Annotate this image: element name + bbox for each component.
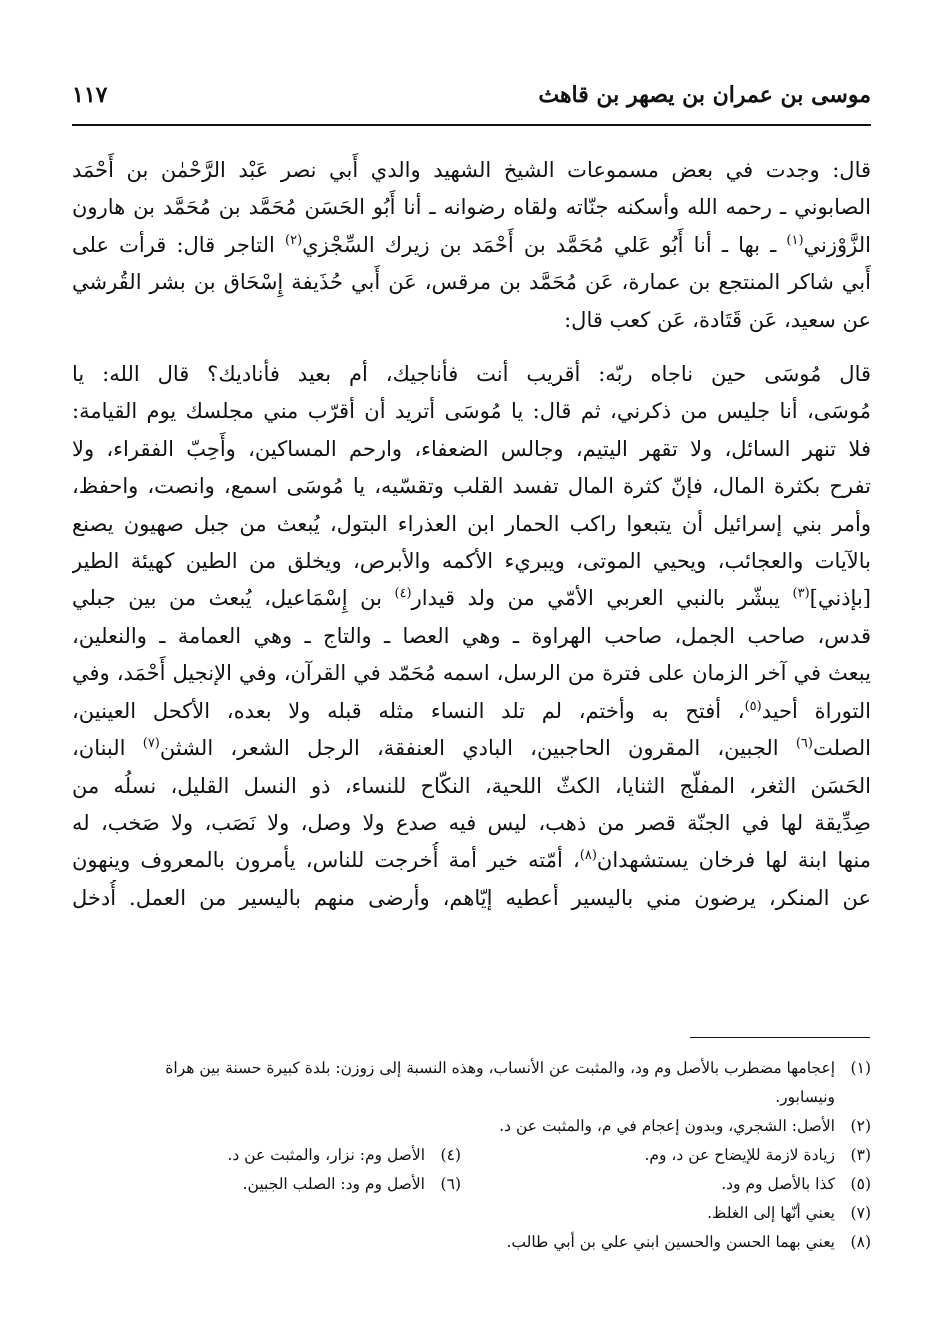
footnote-number: (٣) bbox=[850, 1146, 871, 1164]
footnote-ref[interactable]: (٥) bbox=[744, 698, 762, 714]
text-line: أَبي شاكر المنتجع بن عمارة، عَن مُحَمَّد بن مرقس، عَن أَبي حُذَيفة إِسْحَاق بن بشر القُرشي bbox=[72, 270, 871, 295]
text-line: عن سعيد، عَن قَتَادة، عَن كعب قال: bbox=[564, 307, 871, 332]
text-segment: الزَّوْزني bbox=[803, 232, 871, 257]
footnote-number: (٢) bbox=[850, 1117, 871, 1135]
text-line bbox=[72, 730, 871, 767]
footnote-text: الأصل وم ود: الصلب الجبين. bbox=[242, 1175, 425, 1193]
footnote-number: (٨) bbox=[850, 1233, 871, 1251]
text-segment: الجبين، المقرون الحاجبين، البادي العنفقة، الرجل الشعر، الشثن bbox=[159, 736, 796, 761]
text-line: صِدِّيقة لها في الجنّة قصر من ذهب، ليس فيه صدع ولا وصل، ولا نَصَب، ولا صَخب، له bbox=[72, 810, 871, 835]
text-line: وأمر بني إسرائيل أن يتبعوا راكب الحمار ابن العذراء البتول، يُبعث من جبل صهيون يصنع bbox=[72, 511, 871, 536]
text-line bbox=[72, 227, 871, 264]
text-segment: [بإذني] bbox=[809, 586, 871, 611]
paragraph-isnad bbox=[72, 152, 871, 339]
text-line: فلا تنهر السائل، ولا تقهر اليتيم، وجالس الضعفاء، وارحم المساكين، وأَحِبّ الفقراء، ولا bbox=[72, 436, 871, 461]
header-rule bbox=[72, 124, 871, 126]
text-line: قال مُوسَى حين ناجاه ربّه: أقريب أنت فأناجيك، أم بعيد فأناديك؟ قال الله: يا bbox=[72, 362, 871, 387]
text-segment: بن إِسْمَاعيل، يُبعث من بين جبلي bbox=[72, 586, 395, 611]
footnote-row bbox=[72, 1141, 871, 1170]
main-text bbox=[72, 152, 871, 917]
footnotes bbox=[72, 1054, 871, 1257]
footnote-text: الأصل: الشجري، وبدون إعجام في م، والمثبت عن د. bbox=[499, 1117, 835, 1135]
text-line bbox=[72, 842, 871, 879]
footnote-ref[interactable]: (٨) bbox=[579, 848, 597, 864]
footnote-number: (٧) bbox=[850, 1204, 871, 1222]
footnote-ref[interactable]: (١) bbox=[786, 232, 804, 248]
text-segment: البنان، bbox=[72, 736, 143, 761]
footnote-text: يعني أنّها إلى الغلظ. bbox=[707, 1204, 835, 1222]
text-segment: التاجر قال: قرأت على bbox=[72, 232, 285, 257]
footnote-ref[interactable]: (٦) bbox=[795, 736, 813, 752]
footnote-row bbox=[72, 1170, 871, 1199]
text-segment: يبشّر بالنبي العربي الأمّي من ولد قيدار bbox=[411, 586, 793, 611]
text-segment: التوراة أحيد bbox=[761, 698, 871, 723]
footnote-7 bbox=[72, 1199, 871, 1228]
text-line bbox=[72, 693, 871, 730]
text-line: الصابوني ـ رحمه الله وأسكنه جنّاته ولقاه رضوانه ـ أنا أَبُو الحَسَن مُحَمَّد بن مُحَمَّد بن هارون bbox=[72, 195, 871, 220]
text-line: تفرح بكثرة المال، فإنّ كثرة المال تفسد القلب وتقسّيه، يا مُوسَى اسمع، وانصت، واحفظ، bbox=[72, 474, 871, 499]
text-segment: منها ابنة لها فرخان يستشهدان bbox=[596, 848, 871, 873]
text-segment: ، أفتح به وأختم، لم تلد النساء مثله قبله ولا بعده، الأكحل العينين، bbox=[72, 698, 745, 723]
text-line: قال: وجدت في بعض مسموعات الشيخ الشهيد والدي أَبي نصر عَبْد الرَّحْمٰن بن أَحْمَد bbox=[72, 158, 871, 182]
text-segment: الصلت bbox=[812, 736, 871, 761]
page-number: ١١٧ bbox=[72, 82, 108, 108]
footnote-text: زيادة لازمة للإيضاح عن د، وم. bbox=[644, 1146, 835, 1164]
page-header bbox=[72, 78, 871, 118]
header-title: موسى بن عمران بن يصهر بن قاهث bbox=[538, 82, 871, 108]
footnote-5 bbox=[461, 1170, 871, 1199]
text-line bbox=[72, 580, 871, 617]
footnote-text: الأصل وم: نزار، والمثبت عن د. bbox=[227, 1146, 425, 1164]
text-line: قدس، صاحب الجمل، صاحب الهراوة ـ وهي العصا ـ والتاج ـ وهي العمامة ـ والنعلين، bbox=[72, 623, 871, 648]
footnote-separator bbox=[690, 1037, 870, 1038]
footnote-8 bbox=[72, 1228, 871, 1257]
footnote-ref[interactable]: (٤) bbox=[394, 586, 412, 602]
text-segment: ـ بها ـ أنا أَبُو عَلي مُحَمَّد بن أَحْمَد بن زيرك السِّجْزي bbox=[302, 232, 787, 257]
footnote-text: إعجامها مضطرب بالأصل وم ود، والمثبت عن الأنساب، وهذه النسبة إلى زوزن: بلدة كبيرة حسنة بين هراة bbox=[165, 1059, 835, 1077]
footnote-number: (٥) bbox=[850, 1175, 871, 1193]
text-line: بالآيات والعجائب، ويحيي الموتى، ويبريء الأكمه والأبرص، ويخلق من الطين كهيئة الطير bbox=[72, 549, 871, 574]
footnote-1-continuation: ونيسابور. bbox=[775, 1088, 835, 1106]
footnote-3 bbox=[461, 1141, 871, 1170]
footnote-number: (٤) bbox=[440, 1146, 461, 1164]
paragraph-matn bbox=[72, 356, 871, 917]
text-segment: ، أمّته خير أمة أُخرجت للناس، يأمرون بالمعروف وينهون bbox=[72, 848, 580, 873]
text-line: مُوسَى، أنا جليس من ذكرني، ثم قال: يا مُوسَى أتريد أن أقرّب مني مجلسك يوم القيامة: bbox=[72, 399, 871, 424]
footnote-text: كذا بالأصل وم ود. bbox=[721, 1175, 835, 1193]
footnote-ref[interactable]: (٣) bbox=[792, 586, 810, 602]
text-line: عن المنكر، يرضون مني باليسير أعطيه إيّاهم، وأرضى منهم باليسير من العمل. أُدخل bbox=[72, 885, 871, 910]
text-line: يبعث في آخر الزمان على فترة من الرسل، اسمه مُحَمّد في القرآن، وفي الإنجيل أَحْمَد، وفي bbox=[72, 661, 871, 686]
footnote-ref[interactable]: (٢) bbox=[285, 232, 303, 248]
text-line: الحَسَن الثغر، المفلّج الثنايا، الكثّ اللحية، النكّاح للنساء، ذو النسل القليل، نسلُه من bbox=[72, 773, 871, 798]
footnote-ref[interactable]: (٧) bbox=[142, 736, 160, 752]
footnote-2 bbox=[72, 1112, 871, 1141]
footnote-6 bbox=[243, 1170, 461, 1199]
footnote-text: يعني بهما الحسن والحسين ابني علي بن أبي طالب. bbox=[506, 1233, 835, 1251]
footnote-1 bbox=[72, 1054, 871, 1083]
footnote-number: (١) bbox=[850, 1059, 871, 1077]
footnote-4 bbox=[227, 1141, 461, 1170]
footnote-number: (٦) bbox=[440, 1175, 461, 1193]
